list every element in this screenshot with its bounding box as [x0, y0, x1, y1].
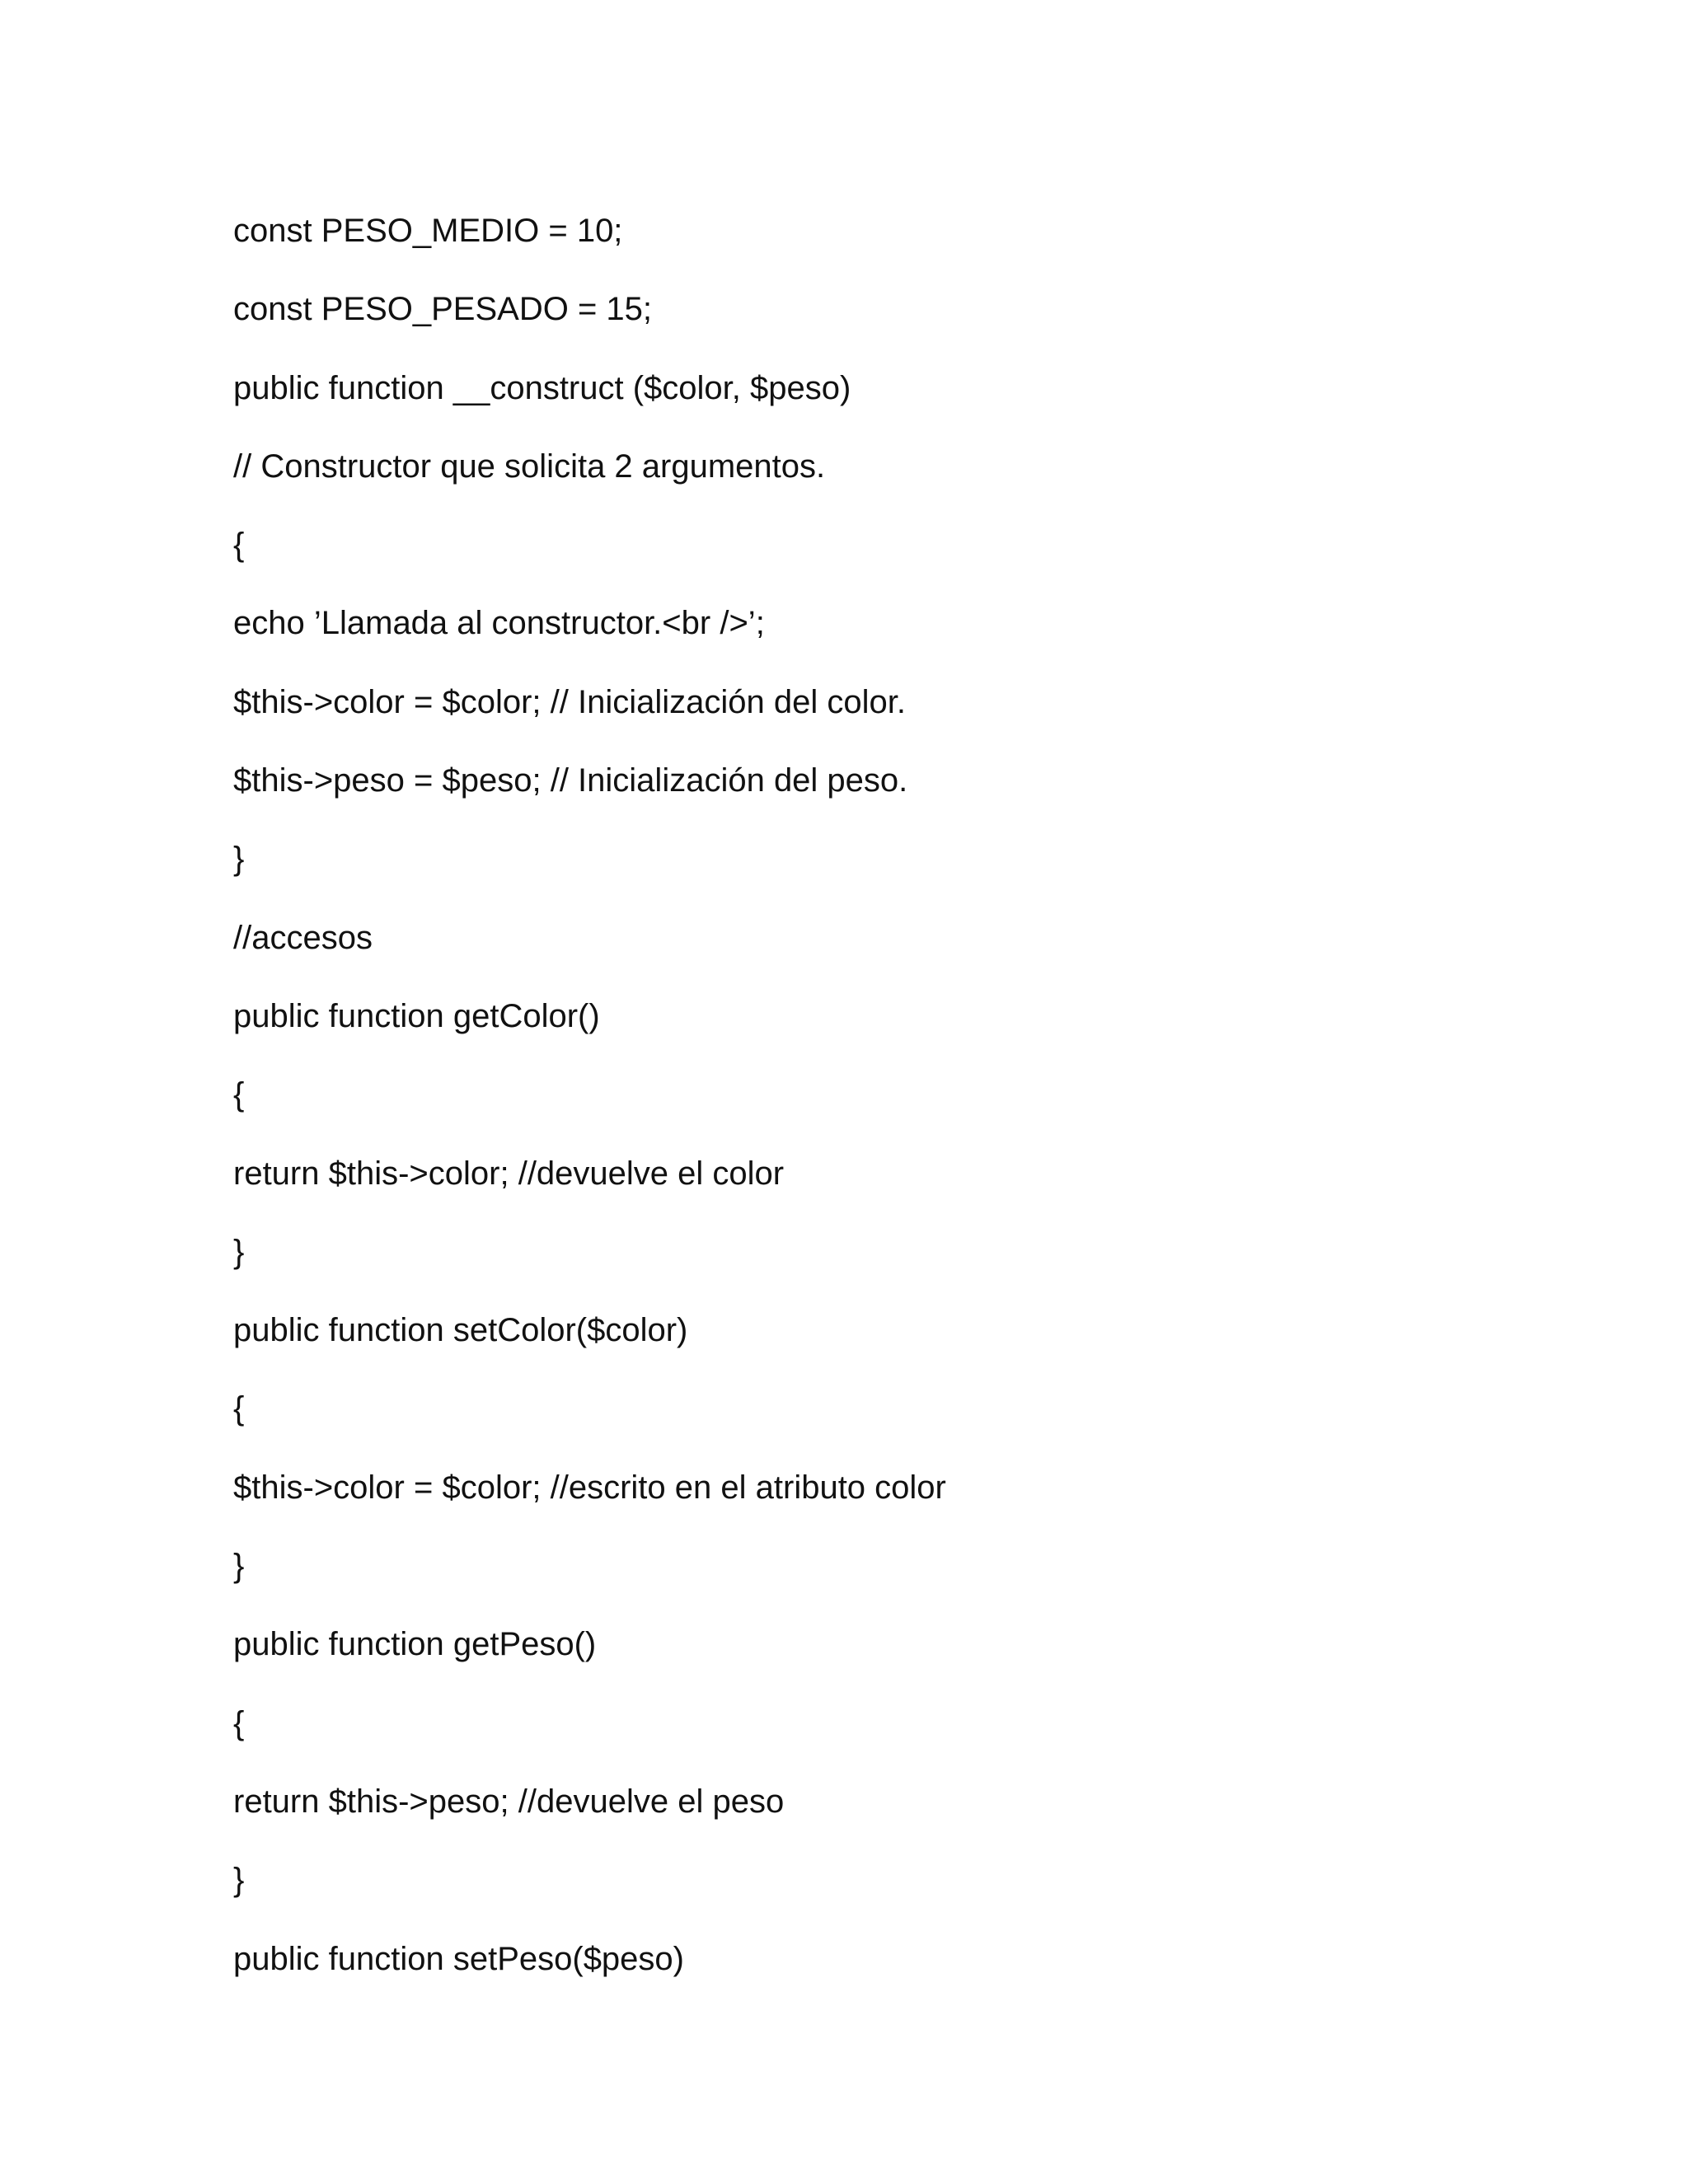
code-line: $this->color = $color; //escrito en el atributo color: [233, 1469, 946, 1506]
code-line: }: [233, 841, 245, 878]
code-line: $this->peso = $peso; // Inicialización del peso.: [233, 762, 908, 799]
code-line: return $this->color; //devuelve el color: [233, 1155, 785, 1192]
code-line: public function getColor(): [233, 997, 600, 1034]
code-line: const PESO_PESADO = 15;: [233, 291, 653, 328]
code-line: }: [233, 1862, 245, 1899]
code-line: // Constructor que solicita 2 argumentos.: [233, 448, 826, 485]
code-line: {: [233, 1704, 245, 1741]
code-line: }: [233, 1548, 245, 1585]
code-line: public function setColor($color): [233, 1312, 688, 1349]
code-line: {: [233, 527, 245, 564]
code-line: {: [233, 1076, 245, 1113]
code-line: {: [233, 1390, 245, 1427]
code-listing: [233, 192, 1470, 1999]
code-line: public function setPeso($peso): [233, 1940, 684, 1977]
code-line: public function getPeso(): [233, 1626, 597, 1663]
code-line: echo ’Llamada al constructor.<br />’;: [233, 605, 765, 642]
code-line: return $this->peso; //devuelve el peso: [233, 1783, 785, 1820]
code-line: public function __construct ($color, $peso): [233, 369, 851, 406]
code-line: }: [233, 1233, 245, 1270]
code-line: //accesos: [233, 919, 373, 956]
code-line: $this->color = $color; // Inicialización del color.: [233, 683, 906, 720]
code-line: const PESO_MEDIO = 10;: [233, 213, 623, 249]
